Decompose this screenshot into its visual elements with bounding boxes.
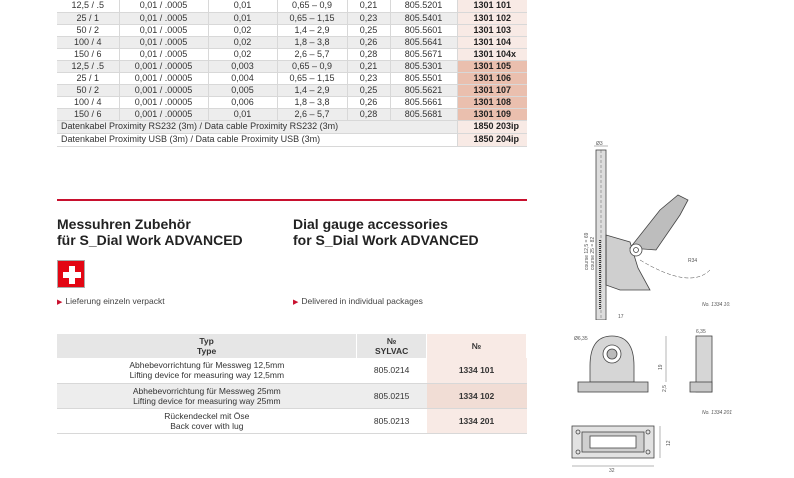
cell-sylvac: 805.5641 bbox=[390, 36, 457, 48]
cell-type: Abhebevorrichtung für Messweg 25mm Lifting device for measuring way 25mm bbox=[57, 383, 357, 408]
table-row bbox=[57, 96, 527, 108]
cell-weight: 0,26 bbox=[347, 96, 390, 108]
dim-course2: course 25 = 82 bbox=[590, 236, 596, 270]
cell-no: 1301 104 bbox=[457, 36, 527, 48]
cell-sylvac: 805.0215 bbox=[357, 383, 427, 408]
table-header bbox=[57, 334, 527, 358]
cell-no: 1334 101 bbox=[427, 358, 527, 383]
cell-error: 0,01 bbox=[208, 0, 277, 12]
cell-sylvac: 805.5501 bbox=[390, 72, 457, 84]
cable-row bbox=[57, 120, 527, 133]
dim-25: 2,5 bbox=[662, 385, 668, 392]
dim-r34: R34 bbox=[688, 258, 698, 264]
cell-weight: 0,23 bbox=[347, 12, 390, 24]
cell-no: 1301 104x bbox=[457, 48, 527, 60]
cell-force: 1,8 – 3,8 bbox=[277, 36, 347, 48]
cell-force: 0,65 – 1,15 bbox=[277, 12, 347, 24]
cell-sylvac: 805.5301 bbox=[390, 60, 457, 72]
cell-range: 12,5 / .5 bbox=[57, 0, 119, 12]
cell-no: 1334 102 bbox=[427, 383, 527, 408]
drawing-ref-2: No. 1334 201 bbox=[702, 410, 733, 416]
cell-weight: 0,25 bbox=[347, 84, 390, 96]
cell-range: 25 / 1 bbox=[57, 12, 119, 24]
table-row bbox=[57, 84, 527, 96]
cell-range: 12,5 / .5 bbox=[57, 60, 119, 72]
cell-range: 150 / 6 bbox=[57, 48, 119, 60]
dim-17: 17 bbox=[618, 314, 624, 320]
section-title-en: Dial gauge accessories for S_Dial Work ADVANCED bbox=[293, 216, 479, 248]
cell-resolution: 0,001 / .00005 bbox=[119, 96, 208, 108]
cell-range: 150 / 6 bbox=[57, 108, 119, 120]
table-row bbox=[57, 60, 527, 72]
cell-sylvac: 805.5201 bbox=[390, 0, 457, 12]
cell-weight: 0,21 bbox=[347, 60, 390, 72]
cell-error: 0,02 bbox=[208, 48, 277, 60]
cell-resolution: 0,001 / .00005 bbox=[119, 60, 208, 72]
cable-label: Datenkabel Proximity USB (3m) / Data cable Proximity USB (3m) bbox=[57, 133, 457, 146]
dim-19: 19 bbox=[658, 364, 664, 370]
cell-no: 1301 102 bbox=[457, 12, 527, 24]
table-row bbox=[57, 383, 527, 408]
cell-resolution: 0,001 / .00005 bbox=[119, 72, 208, 84]
cable-no: 1850 203ip bbox=[457, 120, 527, 133]
cell-error: 0,003 bbox=[208, 60, 277, 72]
table-row bbox=[57, 108, 527, 120]
cell-force: 1,4 – 2,9 bbox=[277, 84, 347, 96]
header-sylvac: № SYLVAC bbox=[357, 334, 427, 358]
cell-no: 1301 109 bbox=[457, 108, 527, 120]
cell-resolution: 0,01 / .0005 bbox=[119, 36, 208, 48]
section-title-de: Messuhren Zubehör für S_Dial Work ADVANCED bbox=[57, 216, 243, 248]
cell-no: 1301 105 bbox=[457, 60, 527, 72]
swiss-flag-icon bbox=[57, 260, 85, 288]
cell-sylvac: 805.5681 bbox=[390, 108, 457, 120]
dim-32: 32 bbox=[609, 468, 615, 474]
cell-error: 0,01 bbox=[208, 12, 277, 24]
table-row bbox=[57, 12, 527, 24]
cell-weight: 0,23 bbox=[347, 72, 390, 84]
specs-table bbox=[57, 0, 527, 147]
cell-error: 0,005 bbox=[208, 84, 277, 96]
lifting-device-drawing bbox=[560, 140, 740, 320]
cell-force: 1,4 – 2,9 bbox=[277, 24, 347, 36]
cell-resolution: 0,001 / .00005 bbox=[119, 84, 208, 96]
table-row bbox=[57, 36, 527, 48]
cell-sylvac: 805.5671 bbox=[390, 48, 457, 60]
dim-course1: course 12,5 = 69 bbox=[584, 232, 590, 270]
cell-sylvac: 805.0214 bbox=[357, 358, 427, 383]
accessories-table bbox=[57, 334, 527, 434]
drawing-ref-1: No. 1334 10. bbox=[702, 302, 731, 308]
cell-weight: 0,25 bbox=[347, 24, 390, 36]
cell-type: Rückendeckel mit Öse Back cover with lug bbox=[57, 408, 357, 433]
cell-resolution: 0,01 / .0005 bbox=[119, 24, 208, 36]
cable-row bbox=[57, 133, 527, 146]
cell-no: 1301 107 bbox=[457, 84, 527, 96]
cell-resolution: 0,01 / .0005 bbox=[119, 48, 208, 60]
cell-error: 0,01 bbox=[208, 108, 277, 120]
section-divider bbox=[57, 199, 527, 201]
cell-no: 1301 106 bbox=[457, 72, 527, 84]
cell-sylvac: 805.5661 bbox=[390, 96, 457, 108]
cell-resolution: 0,001 / .00005 bbox=[119, 108, 208, 120]
cable-label: Datenkabel Proximity RS232 (3m) / Data cable Proximity RS232 (3m) bbox=[57, 120, 457, 133]
cell-no: 1301 103 bbox=[457, 24, 527, 36]
cell-range: 50 / 2 bbox=[57, 24, 119, 36]
cell-sylvac: 805.5621 bbox=[390, 84, 457, 96]
cell-force: 2,6 – 5,7 bbox=[277, 48, 347, 60]
cell-resolution: 0,01 / .0005 bbox=[119, 12, 208, 24]
cell-error: 0,02 bbox=[208, 24, 277, 36]
cell-sylvac: 805.5601 bbox=[390, 24, 457, 36]
dim-d635: Ø6,35 bbox=[574, 336, 588, 342]
note-en: ▶ Delivered in individual packages bbox=[293, 296, 423, 306]
cell-resolution: 0,01 / .0005 bbox=[119, 0, 208, 12]
cell-no: 1301 108 bbox=[457, 96, 527, 108]
table-row bbox=[57, 72, 527, 84]
table-row bbox=[57, 48, 527, 60]
dim-w635: 6,35 bbox=[696, 329, 706, 335]
cell-weight: 0,28 bbox=[347, 108, 390, 120]
header-no: № bbox=[427, 334, 527, 358]
cell-type: Abhebevorrichtung für Messweg 12,5mm Lifting device for measuring way 12,5mm bbox=[57, 358, 357, 383]
cell-error: 0,02 bbox=[208, 36, 277, 48]
cell-force: 0,65 – 0,9 bbox=[277, 0, 347, 12]
note-de: ▶ Lieferung einzeln verpackt bbox=[57, 296, 165, 306]
cell-error: 0,004 bbox=[208, 72, 277, 84]
cell-sylvac: 805.0213 bbox=[357, 408, 427, 433]
dim-12: 12 bbox=[666, 440, 672, 446]
cell-no: 1301 101 bbox=[457, 0, 527, 12]
cell-weight: 0,28 bbox=[347, 48, 390, 60]
cell-force: 0,65 – 1,15 bbox=[277, 72, 347, 84]
table-row bbox=[57, 24, 527, 36]
cell-weight: 0,21 bbox=[347, 0, 390, 12]
cell-range: 50 / 2 bbox=[57, 84, 119, 96]
cell-range: 100 / 4 bbox=[57, 36, 119, 48]
cell-range: 25 / 1 bbox=[57, 72, 119, 84]
cable-no: 1850 204ip bbox=[457, 133, 527, 146]
cell-no: 1334 201 bbox=[427, 408, 527, 433]
table-row bbox=[57, 0, 527, 12]
table-row bbox=[57, 358, 527, 383]
header-type: Typ Type bbox=[57, 334, 357, 358]
cell-weight: 0,26 bbox=[347, 36, 390, 48]
cell-error: 0,006 bbox=[208, 96, 277, 108]
cell-force: 0,65 – 0,9 bbox=[277, 60, 347, 72]
cell-range: 100 / 4 bbox=[57, 96, 119, 108]
table-row bbox=[57, 408, 527, 433]
back-cover-drawing bbox=[560, 326, 760, 474]
dim-d3: Ø3 bbox=[596, 141, 603, 147]
cell-sylvac: 805.5401 bbox=[390, 12, 457, 24]
cell-force: 1,8 – 3,8 bbox=[277, 96, 347, 108]
cell-force: 2,6 – 5,7 bbox=[277, 108, 347, 120]
